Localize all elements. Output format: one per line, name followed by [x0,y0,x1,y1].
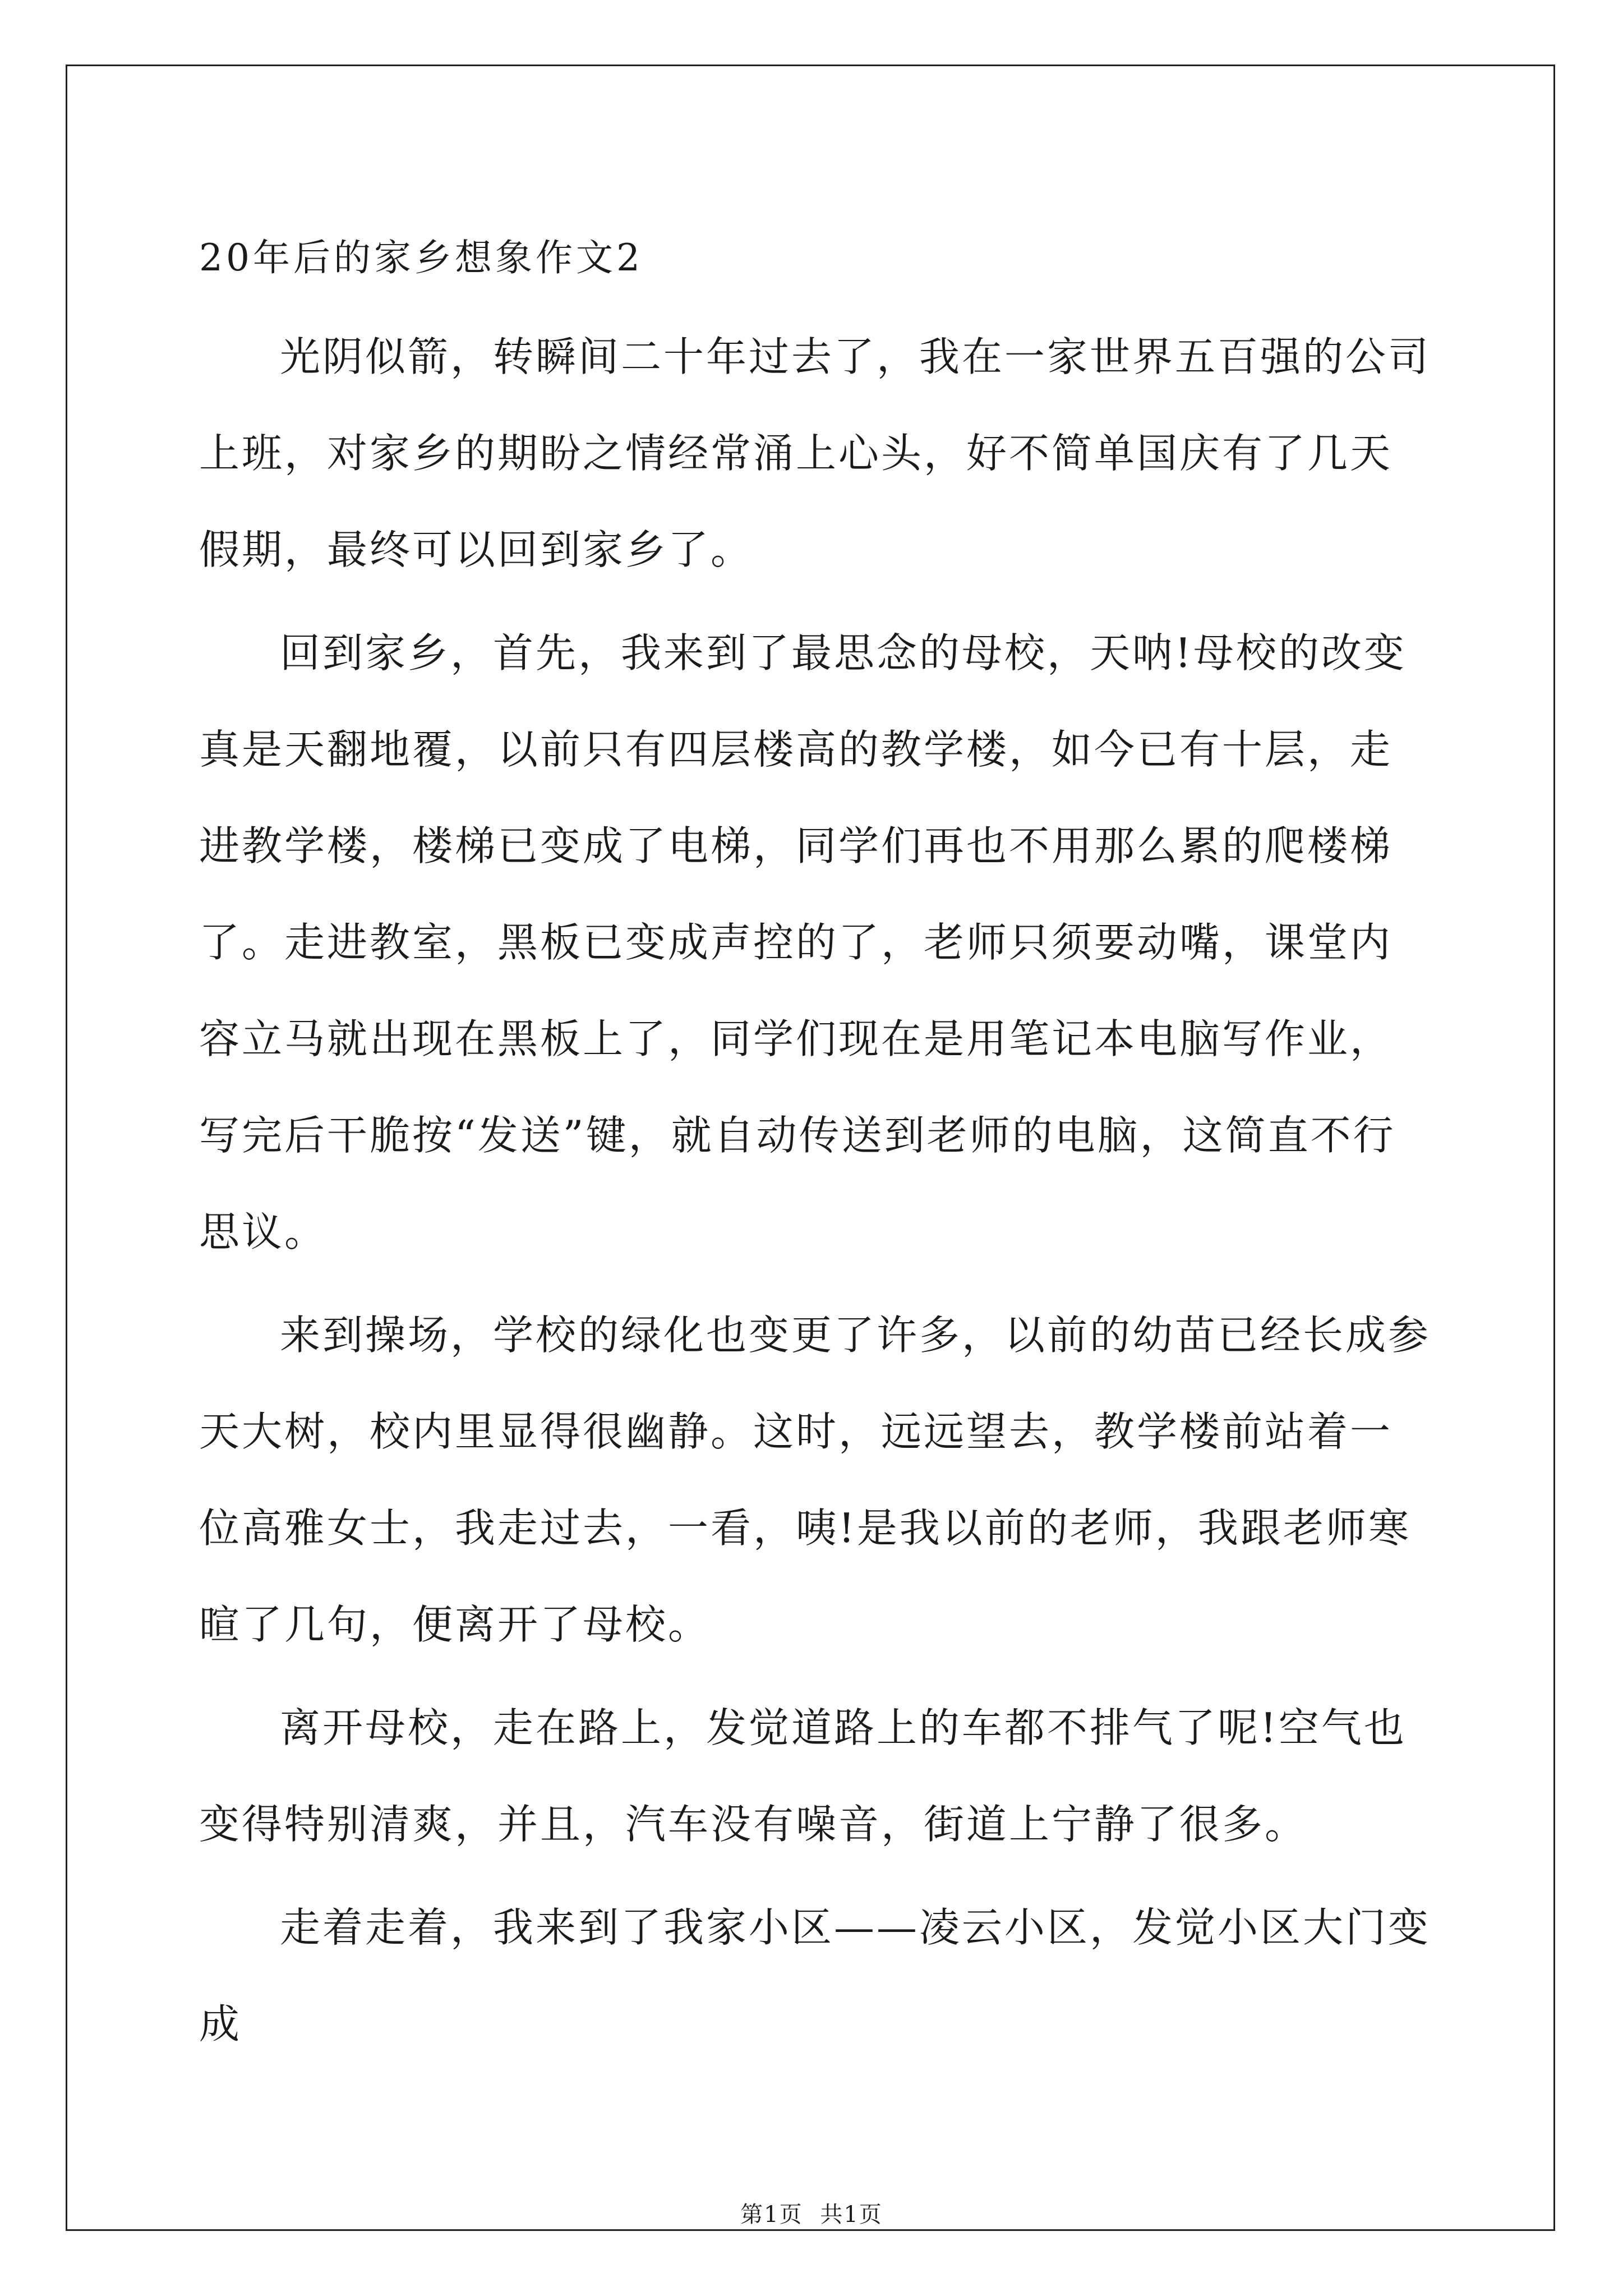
document-title: 20年后的家乡想象作文2 [199,236,643,279]
paragraph: 离开母校，走在路上，发觉道路上的车都不排气了呢!空气也变得特别清爽，并且，汽车没有噪音，街道上宁静了很多。 [199,1704,1407,1848]
document-body [199,213,1433,2079]
page-total: 共1页 [820,2202,883,2228]
paragraph: 来到操场，学校的绿化也变更了许多，以前的幼苗已经长成参天大树，校内里显得很幽静。这时，远远望去，教学楼前站着一位高雅女士，我走过去，一看，咦!是我以前的老师，我跟老师寒暄了几句，便离开了母校。 [199,1312,1431,1648]
paragraph: 光阴似箭，转瞬间二十年过去了，我在一家世界五百强的公司上班，对家乡的期盼之情经常涌上心头，好不简单国庆有了几天假期，最终可以回到家乡了。 [199,333,1431,573]
paragraph: 走着走着，我来到了我家小区——凌云小区，发觉小区大门变成 [199,1904,1431,2047]
page-number: 第1页 [740,2202,803,2228]
page-footer [0,2199,1623,2230]
paragraph: 回到家乡，首先，我来到了最思念的母校，天呐!母校的改变真是天翻地覆，以前只有四层楼高的教学楼，如今已有十层，走进教学楼，楼梯已变成了电梯，同学们再也不用那么累的爬楼梯了。走进教室，黑板已变成声控的了，老师只须要动嘴，课堂内容立马就出现在黑板上了，同学们现在是用笔记本电脑写作业，写完后干脆按“发送”键，就自动传送到老师的电脑，这简直不行思议。 [199,629,1407,1255]
